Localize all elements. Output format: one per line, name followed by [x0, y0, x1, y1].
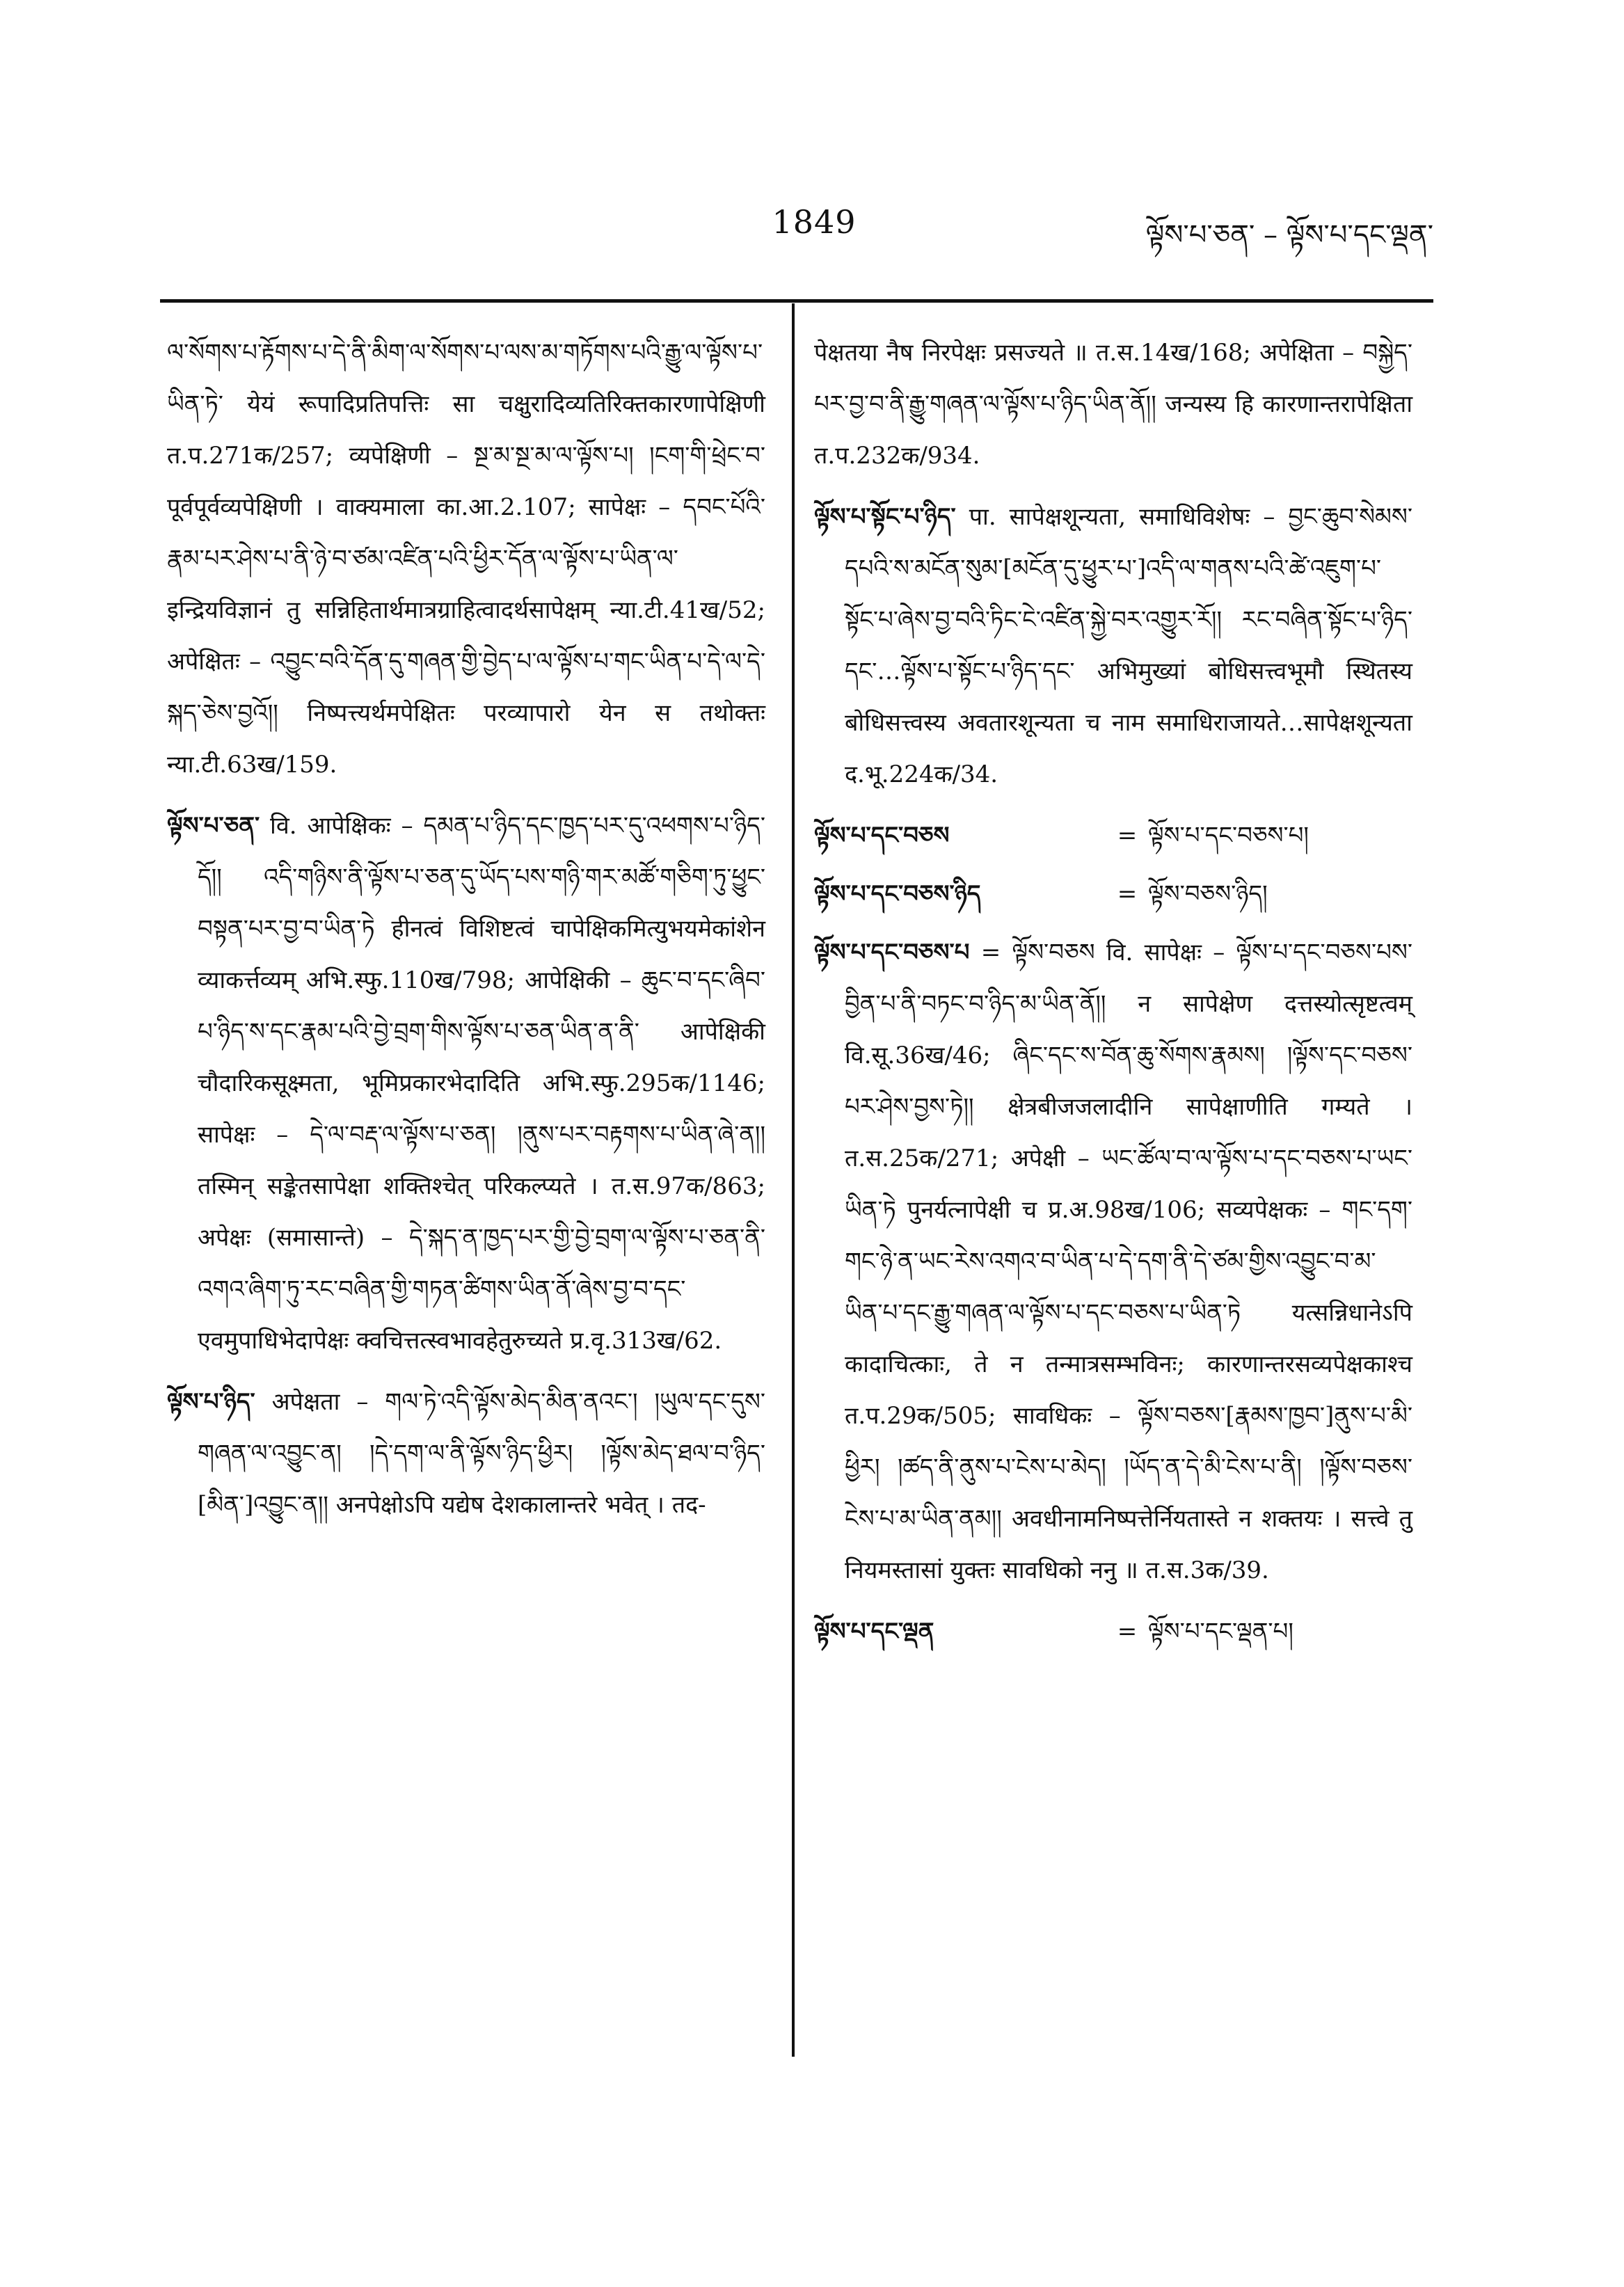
- entry-headword: ལྟོས་པ་དང་བཅས་པ: [814, 939, 970, 966]
- dictionary-entry: [814, 491, 1412, 800]
- equals-sign: =: [1117, 1618, 1138, 1645]
- entry-text: = ལྟོས་བཅས वि. सापेक्षः – ལྟོས་པ་དང་བཅས་པས་བྱིན་པ་ནི་བཏང་བ་ཉིད་མ་ཡིན་ནོ།། न सापेक्षेण दत्तस्योत्सृष्टत्वम् वि.सू.36ख/46; ཞིང་དང་ས་བོན་ཆུ་སོགས་རྣམས། །ལྟོས་དང་བཅས་པར་ཤེས་བྱས་ཏེ།། क्षेत्रबीजजलादीनि सापेक्षाणीति गम्यते । त.स.25क/271; अपेक्षी – ཡང་ཚོལ་བ་ལ་ལྟོས་པ་དང་བཅས་པ་ཡང་ཡིན་ཏེ पुनर्यत्नापेक्षी च प्र.अ.98ख/106; सव्यपेक्षकः – གང་དག་གང་ཉེ་ན་ཡང་རེས་འགའ་བ་ཡིན་པ་དེ་དག་ནི་དེ་ཙམ་གྱིས་འབྱུང་བ་མ་ཡིན་པ་དང་རྒྱུ་གཞན་ལ་ལྟོས་པ་དང་བཅས་པ་ཡིན་ཏེ यत्सन्निधानेऽपि कादाचित्काः, ते न तन्मात्रसम्भविनः; कारणान्तरसव्यपेक्षकाश्च त.प.29क/505; सावधिकः – ལྟོས་བཅས་[རྣམས་ཁྱབ་]ནུས་པ་མི་ཕྱིར། །ཚད་ནི་ནུས་པ་ངེས་པ་མེད། །ཡོད་ན་དེ་མི་ངེས་པ་ནི། །ལྟོས་བཅས་ངེས་པ་མ་ཡིན་ནམ།། अवधीनामनिष्पत्तेर्नियतास्ते न शक्तयः । सत्त्वे तु नियमस्तासां युक्तः सावधिको ननु ॥ त.स.3क/39.: [845, 939, 1413, 1584]
- entry-text: अपेक्षता – གལ་ཏེ་འདི་ལྟོས་མེད་མིན་ནའང་། །ཡུལ་དང་དུས་གཞན་ལ་འབྱུང་ན། །དེ་དག་ལ་ནི་ལྟོས་ཉིད་ཕྱིར། །ལྟོས་མེད་ཐལ་བ་ཉིད་[མིན་]འབྱུང་ན།། अनपेक्षोऽपि यद्येष देशकालान्तरे भवेत् । तद-: [198, 1388, 766, 1519]
- entry-headword: ལྟོས་པ་ཅན་: [167, 812, 260, 840]
- cross-reference-entry: [814, 1606, 1412, 1657]
- cross-reference-target: ལྟོས་བཅས་ཉིད།: [1148, 880, 1268, 908]
- entry-headword: ལྟོས་པ་དང་ལྡན: [814, 1618, 934, 1645]
- equals-sign: =: [1117, 822, 1138, 850]
- dictionary-entry: [814, 927, 1412, 1596]
- cross-reference-target: ལྟོས་པ་དང་ལྡན་པ།: [1148, 1618, 1293, 1645]
- cross-reference-entry: [814, 868, 1412, 920]
- entry-text: पा. सापेक्षशून्यता, समाधिविशेषः – བྱང་ཆུབ་སེམས་དཔའི་ས་མངོན་སུམ་[མངོན་དུ་ཕྱུར་པ་]འདི་ལ་གནས་པའི་ཚེ་འཇུག་པ་སྟོང་པ་ཞེས་བྱ་བའི་ཏིང་ངེ་འཛིན་སྐྱེ་བར་འགྱུར་རོ།། རང་བཞིན་སྟོང་པ་ཉིད་དང་…ལྟོས་པ་སྟོང་པ་ཉིད་དང་ अभिमुख्यां बोधिसत्त्वभूमौ स्थितस्य बोधिसत्त्वस्य अवतारशून्यता च नाम समाधिराजायते…सापेक्षशून्यता द.भू.224क/34.: [845, 503, 1412, 788]
- column-divider: [792, 303, 795, 2057]
- page-number: 1849: [772, 203, 857, 241]
- entry-continuation: [814, 327, 1412, 481]
- running-head: ལྟོས་པ་ཅན་ – ལྟོས་པ་དང་ལྡན་: [1145, 219, 1433, 251]
- cross-reference-target: ལྟོས་པ་དང་བཅས་པ།: [1148, 822, 1309, 850]
- entry-headword: ལྟོས་པ་དང་བཅས: [814, 822, 950, 850]
- cross-reference-entry: [814, 810, 1412, 861]
- equals-sign: =: [1117, 880, 1138, 908]
- entry-headword: ལྟོས་པ་ཉིད་: [167, 1388, 255, 1416]
- entry-text: वि. आपेक्षिकः – དམན་པ་ཉིད་དང་ཁྱད་པར་དུ་འཕགས་པ་ཉིད་དོ།། འདི་གཉིས་ནི་ལྟོས་པ་ཅན་དུ་ཡོད་པས་གཉི་གར་མཚོ་གཅིག་ཏུ་ཕྱུང་བསྟན་པར་བྱ་བ་ཡིན་ཏེ हीनत्वं विशिष्टत्वं चापेक्षिकमित्युभयमेकांशेन व्याकर्त्तव्यम् अभि.स्फु.110ख/798; आपेक्षिकी – ཆུང་བ་དང་ཞིབ་པ་ཉིད་ས་དང་རྣམ་པའི་བྱེ་བྲག་གིས་ལྟོས་པ་ཅན་ཡིན་ན་ནི་ आपेक्षिकी चौदारिकसूक्ष्मता, भूमिप्रकारभेदादिति अभि.स्फु.295क/1146; सापेक्षः – དེ་ལ་བརྡ་ལ་ལྟོས་པ་ཅན། །ནུས་པར་བརྟགས་པ་ཡིན་ཞེ་ན།། तस्मिन् सङ्केतसापेक्षा शक्तिश्चेत् परिकल्प्यते । त.स.97क/863; अपेक्षः (समासान्ते) – དེ་སྐད་ན་ཁྱད་པར་གྱི་བྱེ་བྲག་ལ་ལྟོས་པ་ཅན་ནི་འགའ་ཞིག་ཏུ་རང་བཞིན་གྱི་གཏན་ཚིགས་ཡིན་ནོ་ཞེས་བྱ་བ་དང་ एवमुपाधिभेदापेक्षः क्वचित्तत्स्वभावहेतुरुच्यते प्र.वृ.313ख/62.: [198, 812, 765, 1355]
- entry-continuation: [167, 327, 765, 790]
- entry-text: ལ་སོགས་པ་རྟོགས་པ་དེ་ནི་མིག་ལ་སོགས་པ་ལས་མ་གཏོགས་པའི་རྒྱུ་ལ་ལྟོས་པ་ཡིན་ཏེ་ येयं रूपादिप्रतिपत्तिः सा चक्षुरादिव्यतिरिक्तकारणापेक्षिणी त.प.271क/257; व्यपेक्षिणी – སྔ་མ་སྔ་མ་ལ་ལྟོས་པ། །ངག་གི་ཕྲེང་བ་ पूर्वपूर्वव्यपेक्षिणी । वाक्यमाला का.आ.2.107; सापेक्षः – དབང་པོའི་རྣམ་པར་ཤེས་པ་ནི་ཉེ་བ་ཙམ་འཛིན་པའི་ཕྱིར་དོན་ལ་ལྟོས་པ་ཡིན་ལ་ इन्द्रियविज्ञानं तु सन्निहितार्थमात्रग्राहित्वादर्थसापेक्षम् न्या.टी.41ख/52; अपेक्षितः – འབྱུང་བའི་དོན་དུ་གཞན་གྱི་བྱེད་པ་ལ་ལྟོས་པ་གང་ཡིན་པ་དེ་ལ་དེ་སྐད་ཅེས་བྱའོ།། निष्पत्त्यर्थमपेक्षितः परव्यापारो येन स तथोक्तः न्या.टी.63ख/159.: [167, 339, 765, 779]
- entry-text: पेक्षतया नैष निरपेक्षः प्रसज्यते ॥ त.स.14ख/168; अपेक्षिता – བསྐྱེད་པར་བྱ་བ་ནི་རྒྱུ་གཞན་ལ་ལྟོས་པ་ཉིད་ཡིན་ནོ།། जन्यस्य हि कारणान्तरापेक्षिता त.प.232क/934.: [814, 339, 1412, 470]
- dictionary-entry: [167, 800, 765, 1366]
- entry-headword: ལྟོས་པ་དང་བཅས་ཉིད: [814, 880, 981, 908]
- entry-headword: ལྟོས་པ་སྟོང་པ་ཉིད་: [814, 503, 956, 531]
- dictionary-entry: [167, 1376, 765, 1531]
- right-column: [814, 327, 1412, 1664]
- left-column: [167, 327, 765, 1540]
- header-rule: [160, 299, 1433, 303]
